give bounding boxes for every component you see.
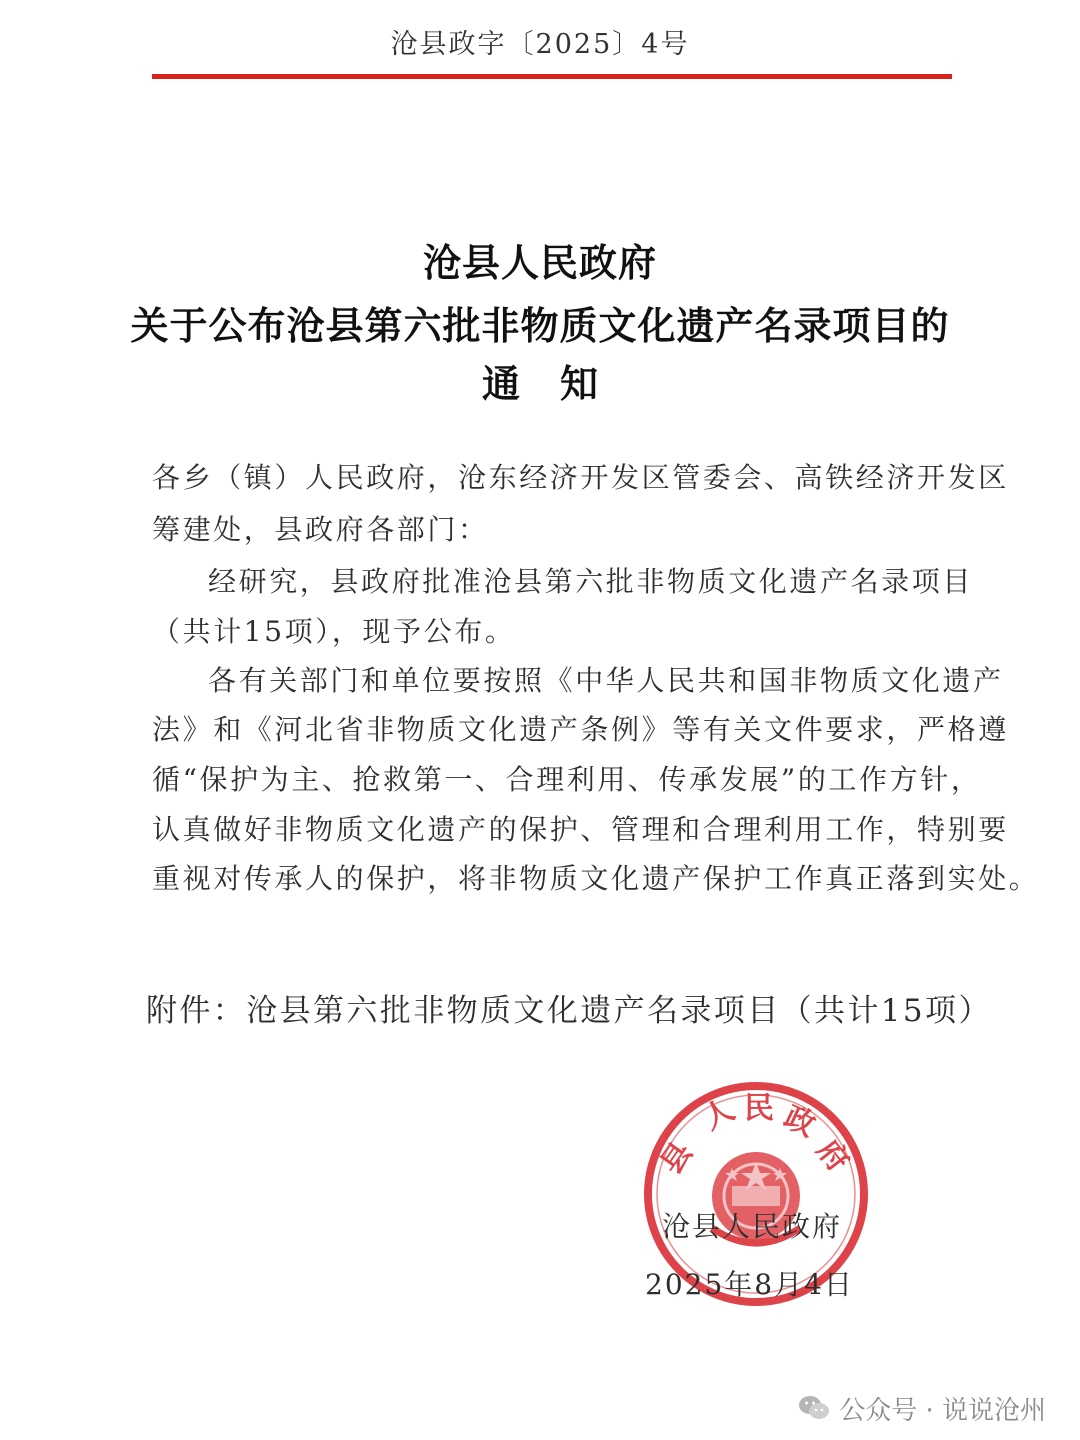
- seal-char: 人: [697, 1092, 741, 1138]
- title-line-1: 沧县人民政府: [422, 241, 657, 285]
- watermark-text: 公众号 · 说说沧州: [839, 1395, 1046, 1426]
- title-line-2: 关于公布沧县第六批非物质文化遗产名录项目的: [130, 304, 950, 348]
- document-number: 沧县政字〔2025〕4号: [390, 29, 690, 60]
- body-line: 法》和《河北省非物质文化遗产条例》等有关文件要求，严格遵: [152, 713, 1009, 746]
- issuer-name: 沧县人民政府: [662, 1210, 843, 1243]
- seal-char: 县: [653, 1135, 700, 1181]
- watermark: [797, 1391, 1046, 1425]
- issue-date: 2025年8月4日: [645, 1268, 854, 1301]
- wechat-icon: [797, 1391, 831, 1425]
- body-line: 重视对传承人的保护，将非物质文化遗产保护工作真正落到实处。: [152, 862, 1040, 895]
- seal-char: 政: [778, 1099, 821, 1144]
- red-header-rule: [152, 74, 952, 79]
- body-line: 各有关部门和单位要按照《中华人民共和国非物质文化遗产: [208, 664, 1004, 697]
- seal-char: 民: [744, 1091, 774, 1126]
- body-line: 认真做好非物质文化遗产的保护、管理和合理利用工作，特别要: [152, 813, 1009, 846]
- body-line: 筹建处，县政府各部门：: [152, 513, 489, 546]
- body-line: 循“保护为主、抢救第一、合理利用、传承发展”的工作方针，: [152, 763, 982, 796]
- seal-char: 府: [809, 1133, 856, 1179]
- body-line: 经研究，县政府批准沧县第六批非物质文化遗产名录项目: [208, 565, 974, 598]
- body-line: （共计15项），现予公布。: [152, 615, 516, 648]
- attachment-line: 附件：沧县第六批非物质文化遗产名录项目（共计15项）: [146, 993, 992, 1029]
- title-line-3: 通知: [481, 362, 638, 406]
- body-line: 各乡（镇）人民政府，沧东经济开发区管委会、高铁经济开发区: [152, 461, 1009, 494]
